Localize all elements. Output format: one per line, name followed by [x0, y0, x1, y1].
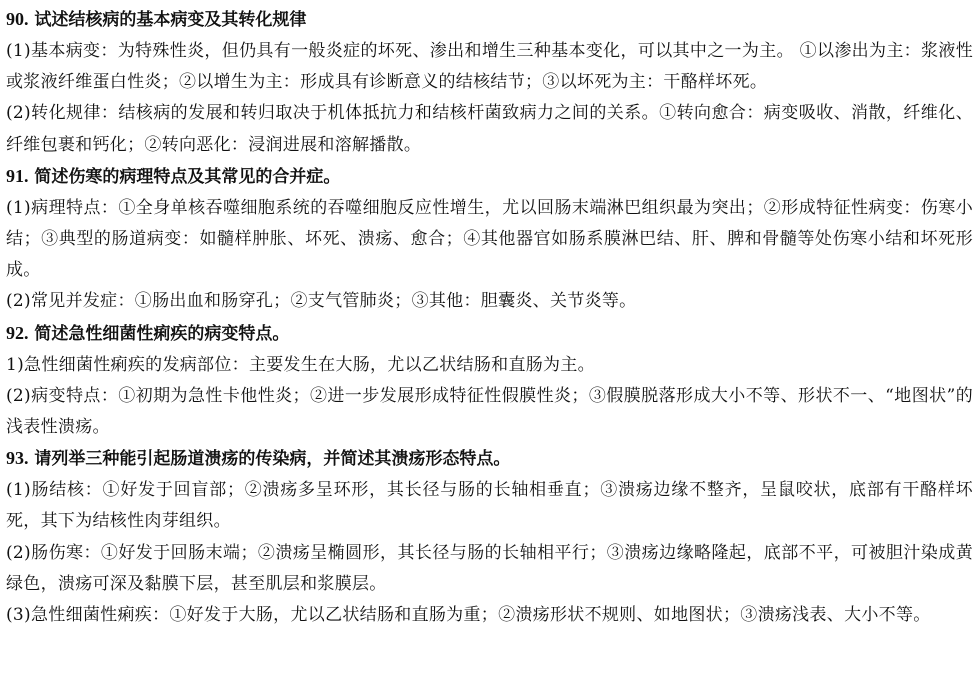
question-title-text: 简述伤寒的病理特点及其常见的合并症。	[34, 166, 341, 187]
question-title	[6, 161, 973, 193]
question-title	[6, 4, 973, 36]
answer-paragraph: 1)急性细菌性痢疾的发病部位：主要发生在大肠，尤以乙状结肠和直肠为主。	[6, 354, 595, 375]
question-number: 90.	[6, 9, 29, 29]
answer-paragraph: (1)病理特点：①全身单核吞噬细胞系统的吞噬细胞反应性增生，尤以回肠末端淋巴组织最为突出；②形成特征性病变：伤寒小结；③典型的肠道病变：如髓样肿胀、坏死、溃疡、愈合；④其他器官如肠系膜淋巴结、肝、脾和骨髓等处伤寒小结和坏死形成。	[6, 197, 973, 281]
question-93	[6, 443, 973, 631]
question-number: 92.	[6, 322, 29, 343]
answer-paragraph: (3)急性细菌性痢疾：①好发于大肠，尤以乙状结肠和直肠为重；②溃疡形状不规则、如地图状；③溃疡浅表、大小不等。	[6, 605, 931, 626]
answer-paragraph: (2)病变特点：①初期为急性卡他性炎；②进一步发展形成特征性假膜性炎；③假膜脱落形成大小不等、形状不一、“地图状”的浅表性溃疡。	[6, 385, 973, 438]
question-title-text: 请列举三种能引起肠道溃疡的传染病，并简述其溃疡形态特点。	[34, 449, 511, 470]
question-92	[6, 318, 973, 444]
question-title	[6, 318, 973, 350]
question-title-text: 简述急性细菌性痢疾的病变特点。	[34, 323, 290, 344]
question-title-text: 试述结核病的基本病变及其转化规律	[34, 10, 307, 30]
answer-paragraph: (2)常见并发症：①肠出血和肠穿孔；②支气管肺炎；③其他：胆囊炎、关节炎等。	[6, 291, 637, 312]
question-91	[6, 161, 973, 318]
answer-paragraph: (2)肠伤寒：①好发于回肠末端；②溃疡呈椭圆形，其长径与肠的长轴相平行；③溃疡边缘略隆起，底部不平，可被胆汁染成黄绿色，溃疡可深及黏膜下层，甚至肌层和浆膜层。	[6, 542, 973, 594]
question-90	[6, 4, 973, 161]
question-number: 93.	[6, 448, 29, 469]
answer-paragraph: (1)基本病变：为特殊性炎，但仍具有一般炎症的坏死、渗出和增生三种基本变化，可以其中之一为主。 ①以渗出为主：浆液性或浆液纤维蛋白性炎；②以增生为主：形成具有诊断意义的结核结节；③以坏死为主：干酪样坏死。	[6, 41, 973, 93]
question-title	[6, 443, 973, 475]
answer-paragraph: (1)肠结核：①好发于回盲部；②溃疡多呈环形，其长径与肠的长轴相垂直；③溃疡边缘不整齐，呈鼠咬状，底部有干酪样坏死，其下为结核性肉芽组织。	[6, 480, 973, 532]
answer-paragraph: (2)转化规律：结核病的发展和转归取决于机体抵抗力和结核杆菌致病力之间的关系。①转向愈合：病变吸收、消散，纤维化、纤维包裹和钙化；②转向恶化：浸润进展和溶解播散。	[6, 103, 973, 155]
question-number: 91.	[6, 165, 29, 186]
